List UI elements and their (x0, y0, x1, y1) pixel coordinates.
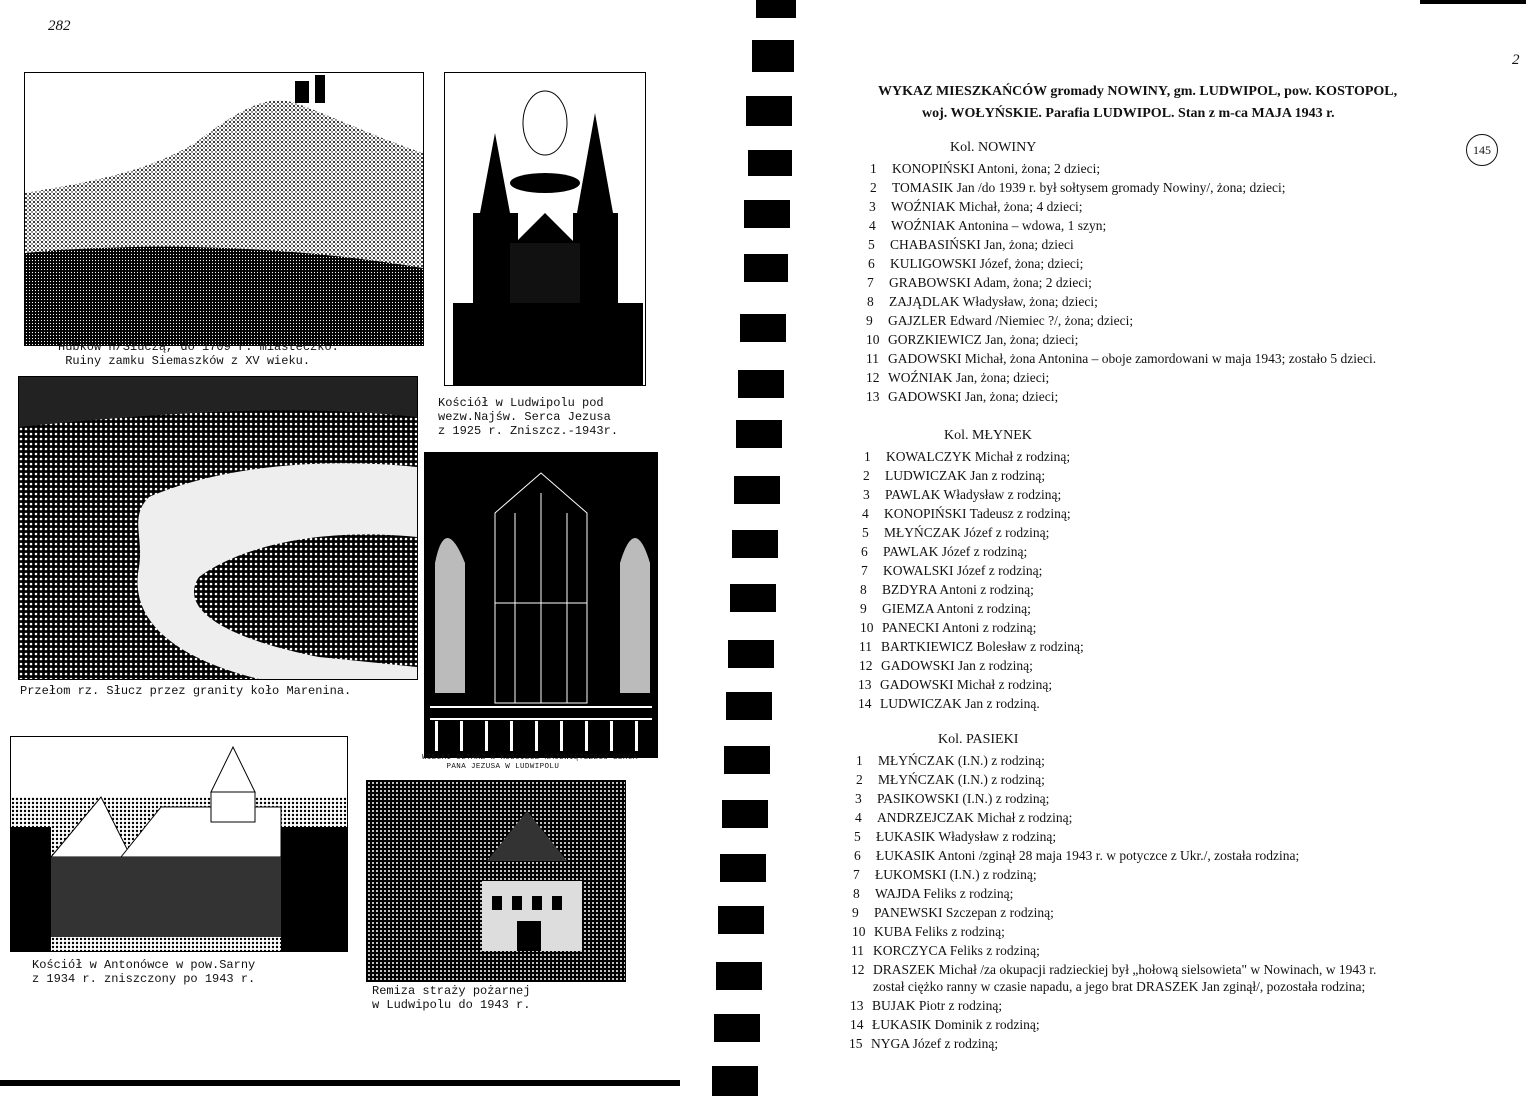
list-item: 9 PANEWSKI Szczepan z rodziną; (852, 905, 1054, 920)
list-item: 1 KONOPIŃSKI Antoni, żona; 2 dzieci; (870, 161, 1101, 176)
section-heading-nowiny: Kol. NOWINY (950, 140, 1037, 155)
list-item: 10 GORZKIEWICZ Jan, żona; dzieci; (866, 332, 1079, 347)
list-item: 2 LUDWICZAK Jan z rodziną; (863, 468, 1046, 483)
list-item: 4 WOŹNIAK Antonina – wdowa, 1 szyn; (869, 218, 1107, 233)
photo-church-ludwipol (444, 72, 646, 386)
list-item: 6 KULIGOWSKI Józef, żona; dzieci; (868, 256, 1084, 271)
list-item: 12 WOŹNIAK Jan, żona; dzieci; (866, 370, 1050, 385)
list-item: 10 PANECKI Antoni z rodziną; (860, 620, 1037, 635)
list-item: 4 KONOPIŃSKI Tadeusz z rodziną; (862, 506, 1071, 521)
list-item: 12 DRASZEK Michał /za okupacji radzieckiej był „hołową sielsowieta" w Nowinach, w 1943 r. (851, 962, 1377, 977)
right-page-top-edge (1420, 0, 1526, 4)
list-item: 4 ANDRZEJCZAK Michał z rodziną; (855, 810, 1073, 825)
list-item: 5 ŁUKASIK Władysław z rodziną; (854, 829, 1057, 844)
list-item: 14 ŁUKASIK Dominik z rodziną; (850, 1017, 1040, 1032)
list-item: 14 LUDWICZAK Jan z rodziną. (858, 696, 1040, 711)
list-item: 12 GADOWSKI Jan z rodziną; (859, 658, 1033, 673)
list-item: 1 MŁYŃCZAK (I.N.) z rodziną; (856, 753, 1045, 768)
list-item: 3 WOŹNIAK Michał, żona; 4 dzieci; (869, 199, 1083, 214)
list-item: 5 CHABASIŃSKI Jan, żona; dzieci (868, 237, 1074, 252)
list-item: 9 GIEMZA Antoni z rodziną; (860, 601, 1031, 616)
list-item: 2 MŁYŃCZAK (I.N.) z rodziną; (856, 772, 1045, 787)
list-item: 2 TOMASIK Jan /do 1939 r. był sołtysem gromady Nowiny/, żona; dzieci; (870, 180, 1286, 195)
photo-main-altar (424, 452, 658, 758)
list-item: 6 PAWLAK Józef z rodziną; (861, 544, 1028, 559)
list-item: 1 KOWALCZYK Michał z rodziną; (864, 449, 1071, 464)
caption-przelom: Przełom rz. Słucz przez granity koło Marenina. (20, 684, 352, 698)
stamp-number: 145 (1466, 134, 1498, 166)
caption-remiza: Remiza straży pożarnej w Ludwipolu do 1943 r. (372, 984, 531, 1012)
list-item: 3 PASIKOWSKI (I.N.) z rodziną; (855, 791, 1050, 806)
list-item: 8 ZAJĄDLAK Władysław, żona; dzieci; (867, 294, 1098, 309)
photo-fire-station (366, 780, 626, 982)
caption-oltarz: WIELKI OŁTARZ W KOŚCIELE NAJŚWIĘTSZEGO SERCA PANA JEZUSA W LUDWIPOLU (422, 754, 638, 771)
list-item: 11 BARTKIEWICZ Bolesław z rodziną; (859, 639, 1084, 654)
list-item: 10 KUBA Feliks z rodziną; (852, 924, 1005, 939)
left-page-number: 282 (48, 18, 71, 34)
list-item: 7 GRABOWSKI Adam, żona; 2 dzieci; (867, 275, 1092, 290)
list-item: 7 KOWALSKI Józef z rodziną; (861, 563, 1043, 578)
list-item: 15 NYGA Józef z rodziną; (849, 1036, 999, 1051)
list-item: 13 GADOWSKI Jan, żona; dzieci; (866, 389, 1059, 404)
list-item: 7 ŁUKOMSKI (I.N.) z rodziną; (853, 867, 1037, 882)
section-heading-pasieki: Kol. PASIEKI (938, 732, 1019, 747)
list-item: 8 BZDYRA Antoni z rodziną; (860, 582, 1034, 597)
left-page-bottom-edge (0, 1080, 680, 1086)
list-item: 3 PAWLAK Władysław z rodziną; (863, 487, 1062, 502)
list-title-line1: WYKAZ MIESZKAŃCÓW gromady NOWINY, gm. LUDWIPOL, pow. KOSTOPOL, (878, 84, 1398, 99)
list-item: 13 BUJAK Piotr z rodziną; (850, 998, 1003, 1013)
list-item: 13 GADOWSKI Michał z rodziną; (858, 677, 1053, 692)
caption-kosciol-ludwipol: Kościół w Ludwipolu pod wezw.Najśw. Serca Jezusa z 1925 r. Zniszcz.-1943r. (438, 396, 619, 438)
list-title-line2: woj. WOŁYŃSKIE. Parafia LUDWIPOL. Stan z m-ca MAJA 1943 r. (922, 106, 1335, 121)
list-item: 9 GAJZLER Edward /Niemiec ?/, żona; dzieci; (866, 313, 1134, 328)
list-item: 5 MŁYŃCZAK Józef z rodziną; (862, 525, 1050, 540)
list-item: 8 WAJDA Feliks z rodziną; (853, 886, 1014, 901)
photo-church-antonowka (10, 736, 348, 952)
right-page-number: 2 (1512, 52, 1520, 68)
list-item: 6 ŁUKASIK Antoni /zginął 28 maja 1943 r. w potyczce z Ukr./, została rodzina; (854, 848, 1300, 863)
caption-hubkow: Hubków n/Słuczą, do 1709 r. miasteczko. Ruiny zamku Siemaszków z XV wieku. (58, 340, 339, 368)
section-heading-mlynek: Kol. MŁYNEK (944, 428, 1032, 443)
list-item: 11 KORCZYCA Feliks z rodziną; (851, 943, 1040, 958)
list-item: 11 GADOWSKI Michał, żona Antonina – oboje zamordowani w maja 1943; zostało 5 dzieci. (866, 351, 1377, 366)
caption-antonowka: Kościół w Antonówce w pow.Sarny z 1934 r. zniszczony po 1943 r. (32, 958, 256, 986)
photo-hubkow-ruins (24, 72, 424, 346)
list-item: został ciężko ranny w czasie napadu, a jego brat DRASZEK Jan zginął/, pozostała rodzina; (873, 979, 1366, 994)
photo-river-gorge (18, 376, 418, 680)
